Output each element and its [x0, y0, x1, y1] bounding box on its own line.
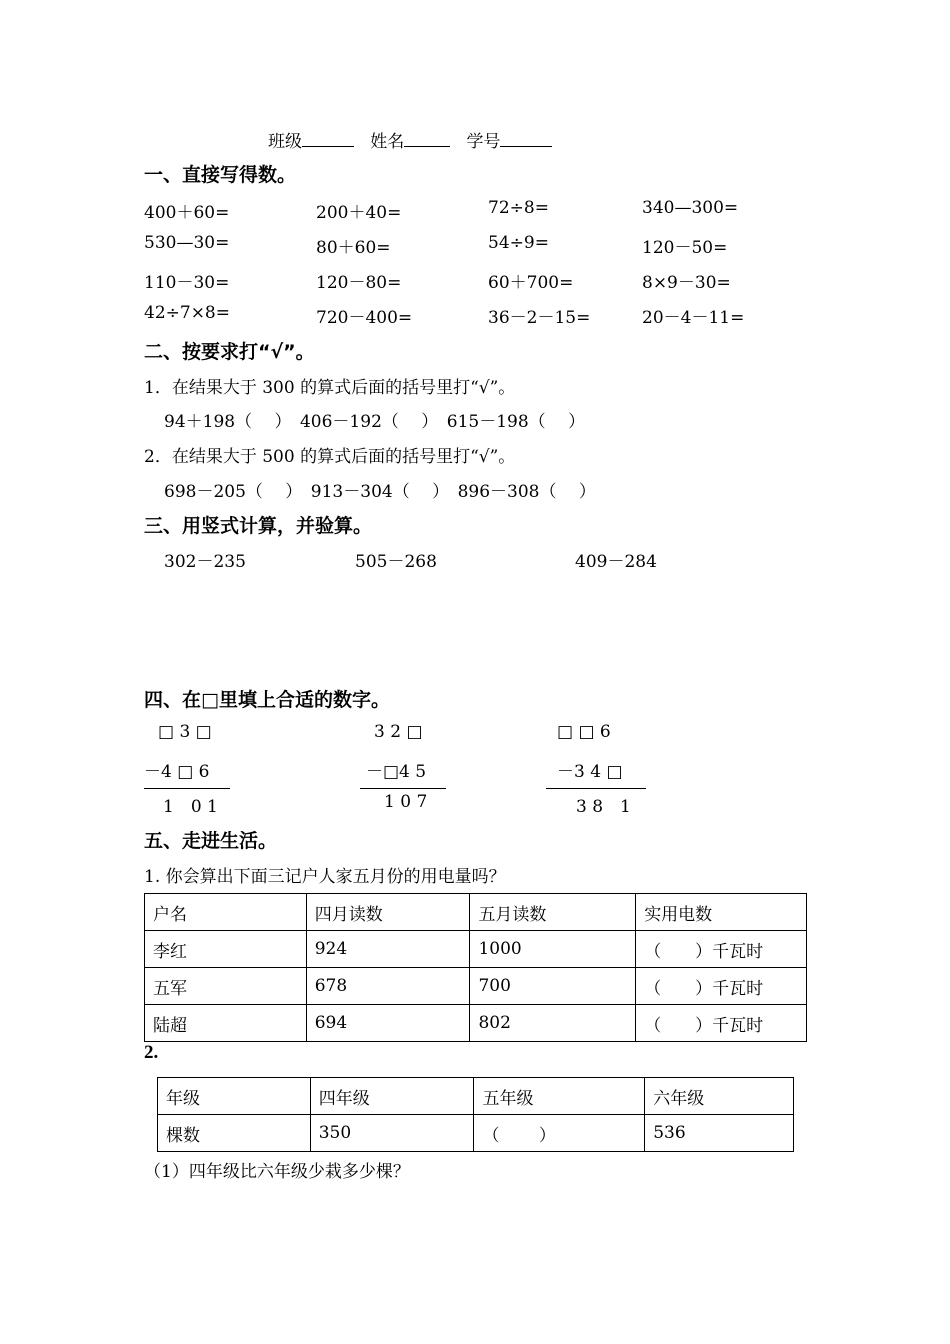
s1-item: 200＋40=: [316, 203, 402, 223]
name-blank[interactable]: [404, 129, 450, 147]
s1-item: 60＋700=: [488, 273, 574, 293]
section3-title: 三、用竖式计算，并验算。: [144, 515, 373, 537]
table-header-cell: 六年级: [645, 1078, 794, 1115]
id-label: 学号: [466, 132, 501, 152]
id-blank[interactable]: [500, 129, 552, 147]
s1-item: 110－30=: [144, 273, 230, 293]
table-header-row: [145, 894, 807, 931]
s1-item: 72÷8=: [488, 198, 549, 218]
s1-item: 120－80=: [316, 273, 402, 293]
s4-result-row: 1 0 7: [384, 792, 428, 812]
table-cell: 棵数: [158, 1115, 311, 1152]
s4-result-row: 3 8 1: [576, 797, 631, 817]
table-row: [145, 968, 807, 1005]
s1-item: 80＋60=: [316, 238, 391, 258]
s1-item: 720－400=: [316, 308, 413, 328]
table-header-cell: 五月读数: [470, 894, 636, 931]
s4-top-row: □ □ 6: [557, 722, 611, 742]
s5-question2-label: 2.: [144, 1042, 159, 1063]
s2-question2-items: 698－205（ ） 913－304（ ） 896－308（ ）: [164, 482, 596, 502]
table-header-row: [158, 1078, 794, 1115]
table-cell: 1000: [470, 931, 636, 968]
answer-cell[interactable]: （ ）千瓦时: [636, 931, 807, 968]
student-info-header: [268, 127, 552, 152]
section4-title: 四、在□里填上合适的数字。: [144, 689, 390, 711]
s4-mid-row: －3 4 □: [557, 762, 623, 782]
answer-cell[interactable]: （ ）: [474, 1115, 645, 1152]
table-cell: 694: [306, 1005, 470, 1042]
table-cell: 802: [470, 1005, 636, 1042]
s1-item: 120－50=: [642, 238, 728, 258]
s1-item: 400＋60=: [144, 203, 230, 223]
s1-item: 340—300=: [642, 198, 739, 218]
table-cell: 536: [645, 1115, 794, 1152]
section5-title: 五、走进生活。: [144, 830, 278, 852]
table-row: [145, 1005, 807, 1042]
table-cell: 678: [306, 968, 470, 1005]
table-header-cell: 四月读数: [306, 894, 470, 931]
s1-item: 42÷7×8=: [144, 303, 230, 323]
s4-result-line: [546, 788, 646, 789]
table-header-cell: 五年级: [474, 1078, 645, 1115]
table-cell: 陆超: [145, 1005, 307, 1042]
s4-result-line: [144, 788, 230, 789]
table-cell: 350: [310, 1115, 474, 1152]
s4-top-row: 3 2 □: [374, 722, 423, 742]
s3-item: 409－284: [575, 552, 657, 572]
s1-item: 8×9－30=: [642, 273, 731, 293]
s4-top-row: □ 3 □: [158, 722, 212, 742]
table-header-cell: 年级: [158, 1078, 311, 1115]
s2-question1: 1．在结果大于 300 的算式后面的括号里打“√”。: [144, 378, 516, 398]
s5-question1: 1. 你会算出下面三记户人家五月份的用电量吗？: [144, 867, 506, 887]
name-label: 姓名: [370, 132, 405, 152]
answer-cell[interactable]: （ ）千瓦时: [636, 1005, 807, 1042]
s3-item: 505－268: [355, 552, 437, 572]
s5-question2-sub1: （1）四年级比六年级少栽多少棵？: [144, 1162, 410, 1182]
s4-mid-row: －4 □ 6: [144, 762, 210, 782]
class-label: 班级: [268, 132, 302, 152]
table-header-cell: 户名: [145, 894, 307, 931]
electricity-table: [144, 893, 807, 1042]
s1-item: 54÷9=: [488, 233, 549, 253]
table-cell: 700: [470, 968, 636, 1005]
s1-item: 36－2－15=: [488, 308, 591, 328]
section2-title: 二、按要求打“√”。: [144, 341, 315, 363]
s3-item: 302－235: [164, 552, 246, 572]
table-cell: 五军: [145, 968, 307, 1005]
section1-title: 一、直接写得数。: [144, 164, 297, 186]
answer-cell[interactable]: （ ）千瓦时: [636, 968, 807, 1005]
table-row: [158, 1115, 794, 1152]
s2-question1-items: 94＋198（ ） 406－192（ ） 615－198（ ）: [164, 412, 586, 432]
s4-result-row: 1 0 1: [163, 797, 218, 817]
s4-mid-row: －□4 5: [366, 762, 427, 782]
table-cell: 李红: [145, 931, 307, 968]
table-cell: 924: [306, 931, 470, 968]
s2-question2: 2．在结果大于 500 的算式后面的括号里打“√”。: [144, 447, 516, 467]
s1-item: 20－4－11=: [642, 308, 745, 328]
trees-table: [157, 1077, 794, 1152]
s4-result-line: [360, 788, 446, 789]
class-blank[interactable]: [302, 129, 354, 147]
s1-item: 530—30=: [144, 233, 230, 253]
table-header-cell: 四年级: [310, 1078, 474, 1115]
table-header-cell: 实用电数: [636, 894, 807, 931]
table-row: [145, 931, 807, 968]
